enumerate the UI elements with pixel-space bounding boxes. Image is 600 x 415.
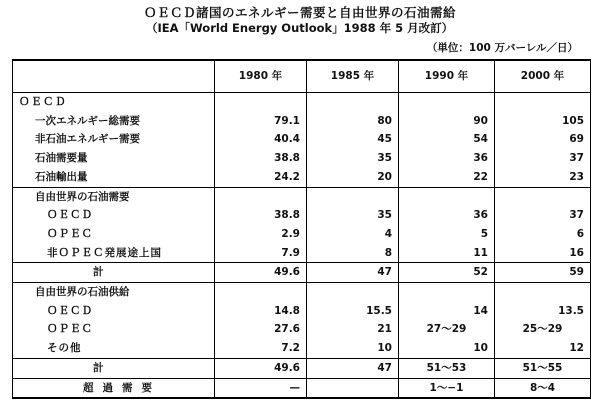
table-row bbox=[13, 225, 591, 244]
value-cell bbox=[399, 93, 495, 112]
row-label: 一次エネルギー総需要 bbox=[13, 112, 215, 131]
value-cell: 37 bbox=[495, 149, 591, 168]
header-cell-1985: 1985 年 bbox=[307, 60, 399, 93]
value-cell: 47 bbox=[307, 358, 399, 378]
table-row bbox=[13, 302, 591, 321]
value-cell bbox=[399, 283, 495, 302]
value-cell: 20 bbox=[307, 168, 399, 187]
row-label: 非石油エネルギー需要 bbox=[13, 130, 215, 149]
table-row bbox=[13, 93, 591, 112]
value-cell: 59 bbox=[495, 263, 591, 283]
value-cell: 54 bbox=[399, 130, 495, 149]
row-label: ＯＰＥＣ bbox=[13, 320, 215, 339]
table-row bbox=[13, 358, 591, 378]
value-cell: 37 bbox=[495, 206, 591, 225]
table-row bbox=[13, 206, 591, 225]
row-label: 石油需要量 bbox=[13, 149, 215, 168]
value-cell: 69 bbox=[495, 130, 591, 149]
value-cell: 45 bbox=[307, 130, 399, 149]
table-subtitle: （IEA「World Energy Outlook」1988 年 5 月改訂） bbox=[146, 21, 454, 35]
value-cell: 1〜−1 bbox=[399, 378, 495, 398]
value-cell: 14 bbox=[399, 302, 495, 321]
header-cell-label bbox=[13, 60, 215, 93]
value-cell: 14.8 bbox=[215, 302, 307, 321]
row-label: 自由世界の石油需要 bbox=[13, 187, 215, 206]
value-cell: 12 bbox=[495, 339, 591, 358]
value-cell: 40.4 bbox=[215, 130, 307, 149]
table-row bbox=[13, 283, 591, 302]
value-cell: 90 bbox=[399, 112, 495, 131]
row-label: その他 bbox=[13, 339, 215, 358]
value-cell: 27〜29 bbox=[399, 320, 495, 339]
value-cell bbox=[495, 187, 591, 206]
value-cell: — bbox=[215, 378, 307, 398]
value-cell: 38.8 bbox=[215, 206, 307, 225]
value-cell: 38.8 bbox=[215, 149, 307, 168]
row-label: 石油輸出量 bbox=[13, 168, 215, 187]
value-cell: 49.6 bbox=[215, 358, 307, 378]
value-cell: 7.2 bbox=[215, 339, 307, 358]
value-cell bbox=[307, 283, 399, 302]
value-cell: 22 bbox=[399, 168, 495, 187]
header-row bbox=[13, 60, 591, 93]
row-label: ＯＥＣＤ bbox=[13, 93, 215, 112]
value-cell bbox=[399, 187, 495, 206]
value-cell: 51〜53 bbox=[399, 358, 495, 378]
row-label: ＯＰＥＣ bbox=[13, 225, 215, 244]
value-cell: 23 bbox=[495, 168, 591, 187]
value-cell: 80 bbox=[307, 112, 399, 131]
value-cell: 5 bbox=[399, 225, 495, 244]
value-cell: 16 bbox=[495, 244, 591, 263]
value-cell: 13.5 bbox=[495, 302, 591, 321]
row-label: 超過需要 bbox=[13, 378, 215, 398]
value-cell bbox=[307, 187, 399, 206]
value-cell: 52 bbox=[399, 263, 495, 283]
table-row bbox=[13, 339, 591, 358]
value-cell: 10 bbox=[307, 339, 399, 358]
value-cell bbox=[307, 378, 399, 398]
value-cell bbox=[495, 283, 591, 302]
row-label: 自由世界の石油供給 bbox=[13, 283, 215, 302]
unit-label: （単位：100 万バーレル／日） bbox=[426, 42, 578, 54]
value-cell: 49.6 bbox=[215, 263, 307, 283]
table-row bbox=[13, 263, 591, 283]
value-cell: 79.1 bbox=[215, 112, 307, 131]
value-cell: 11 bbox=[399, 244, 495, 263]
header-cell-2000: 2000 年 bbox=[495, 60, 591, 93]
supply-demand-table bbox=[12, 59, 591, 399]
table-row bbox=[13, 168, 591, 187]
table-row bbox=[13, 378, 591, 398]
table-row bbox=[13, 320, 591, 339]
row-label: ＯＥＣＤ bbox=[13, 302, 215, 321]
value-cell bbox=[495, 93, 591, 112]
value-cell: 36 bbox=[399, 206, 495, 225]
value-cell: 27.6 bbox=[215, 320, 307, 339]
table-body bbox=[13, 93, 591, 399]
value-cell: 10 bbox=[399, 339, 495, 358]
value-cell: 36 bbox=[399, 149, 495, 168]
table-row bbox=[13, 149, 591, 168]
row-label: 計 bbox=[13, 263, 215, 283]
value-cell: 2.9 bbox=[215, 225, 307, 244]
header-cell-1990: 1990 年 bbox=[399, 60, 495, 93]
value-cell: 105 bbox=[495, 112, 591, 131]
value-cell: 24.2 bbox=[215, 168, 307, 187]
value-cell: 15.5 bbox=[307, 302, 399, 321]
value-cell bbox=[307, 93, 399, 112]
value-cell: 7.9 bbox=[215, 244, 307, 263]
table-title: ＯＥＣＤ諸国のエネルギー需要と自由世界の石油需給 bbox=[143, 5, 456, 20]
value-cell: 35 bbox=[307, 206, 399, 225]
header-cell-1980: 1980 年 bbox=[215, 60, 307, 93]
value-cell: 47 bbox=[307, 263, 399, 283]
table-row bbox=[13, 112, 591, 131]
table-row bbox=[13, 244, 591, 263]
value-cell: 21 bbox=[307, 320, 399, 339]
value-cell: 35 bbox=[307, 149, 399, 168]
value-cell bbox=[215, 283, 307, 302]
value-cell: 6 bbox=[495, 225, 591, 244]
table-row bbox=[13, 130, 591, 149]
row-label: 計 bbox=[13, 358, 215, 378]
value-cell: 25〜29 bbox=[495, 320, 591, 339]
row-label: ＯＥＣＤ bbox=[13, 206, 215, 225]
value-cell: 4 bbox=[307, 225, 399, 244]
table-row bbox=[13, 187, 591, 206]
value-cell: 51〜55 bbox=[495, 358, 591, 378]
row-label: 非ＯＰＥＣ発展途上国 bbox=[13, 244, 215, 263]
value-cell: 8〜4 bbox=[495, 378, 591, 398]
value-cell bbox=[215, 187, 307, 206]
value-cell: 8 bbox=[307, 244, 399, 263]
value-cell bbox=[215, 93, 307, 112]
